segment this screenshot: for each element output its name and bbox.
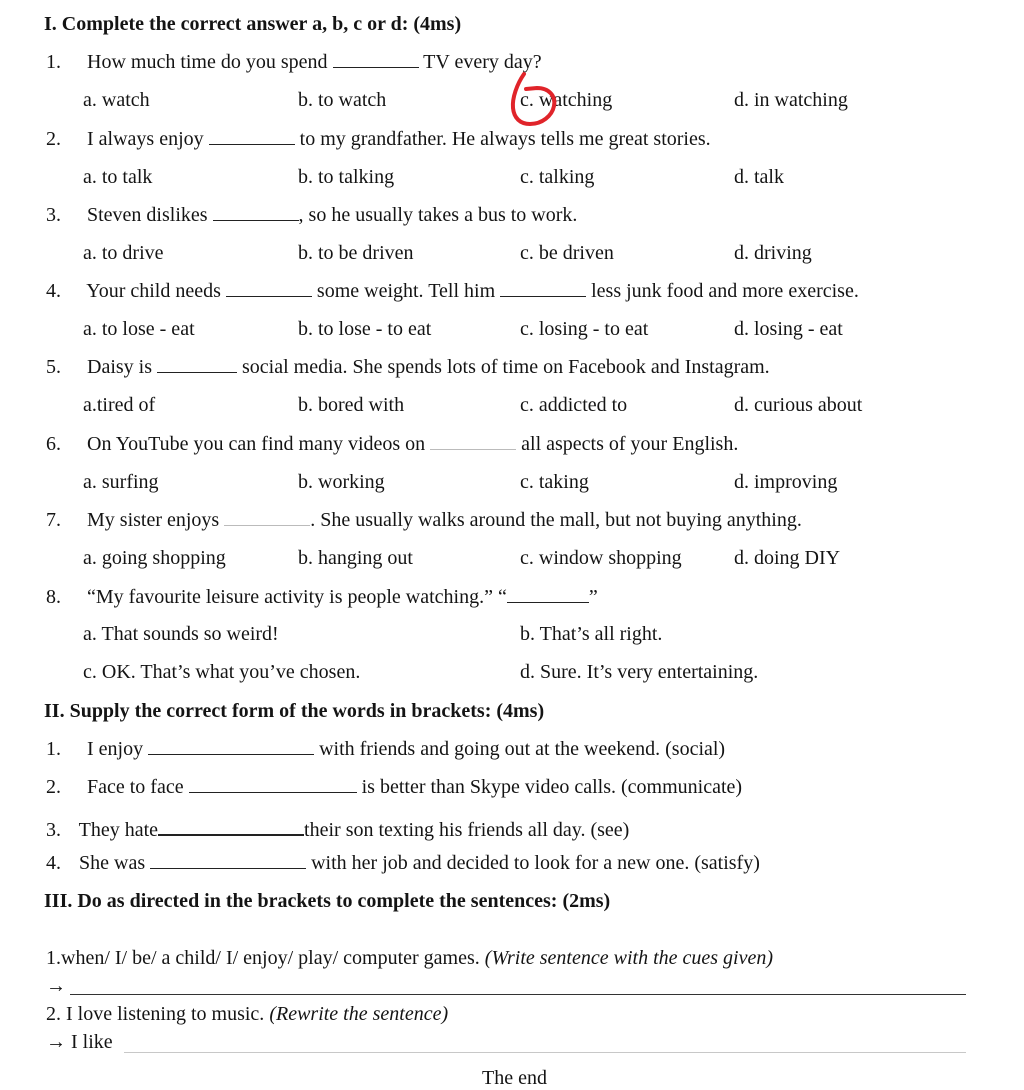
- option-d[interactable]: d. curious about: [734, 394, 863, 416]
- answer-blank[interactable]: [158, 818, 304, 836]
- arrow-1: →: [46, 975, 66, 997]
- option-b[interactable]: b. hanging out: [298, 547, 413, 569]
- item-instruction: (Write sentence with the cues given): [484, 947, 774, 969]
- item-number: 2.: [46, 776, 61, 798]
- word-form-item-2: [46, 775, 742, 799]
- question-number: 4.: [46, 280, 61, 302]
- option-c[interactable]: c. OK. That’s what you’ve chosen.: [83, 661, 361, 683]
- item-text: They hate: [78, 819, 159, 841]
- word-form-item-1: [46, 737, 725, 761]
- option-d[interactable]: d. driving: [734, 242, 812, 264]
- question-text: less junk food and more exercise.: [591, 280, 859, 302]
- option-b[interactable]: b. to lose - to eat: [298, 318, 432, 340]
- option-a[interactable]: a.tired of: [83, 394, 156, 416]
- question-text: , so he usually takes a bus to work.: [298, 204, 578, 226]
- option-b[interactable]: b. to talking: [298, 166, 395, 188]
- option-a[interactable]: a. That sounds so weird!: [83, 623, 279, 645]
- word-form-item-3: [46, 818, 629, 842]
- question-text: to my grandfather. He always tells me great stories.: [299, 128, 711, 150]
- question-text: Daisy is: [87, 356, 152, 378]
- question-number: 2.: [46, 128, 61, 150]
- option-d[interactable]: d. doing DIY: [734, 547, 841, 569]
- question-text: My sister enjoys: [87, 509, 220, 531]
- item-2-start: → I like: [46, 1031, 113, 1053]
- directed-item-2: [46, 1002, 448, 1026]
- question-text: I always enjoy: [87, 128, 204, 150]
- option-c[interactable]: c. window shopping: [520, 547, 682, 569]
- answer-blank-1[interactable]: [226, 280, 312, 297]
- question-text: all aspects of your English.: [521, 433, 739, 455]
- option-d[interactable]: d. improving: [734, 471, 838, 493]
- answer-blank[interactable]: [430, 433, 516, 450]
- question-number: 1.: [46, 51, 61, 73]
- question-2: [46, 127, 711, 151]
- question-8: [46, 585, 598, 609]
- item-text: Face to face: [87, 776, 184, 798]
- answer-line-1[interactable]: [70, 994, 966, 995]
- answer-blank[interactable]: [333, 51, 419, 68]
- question-text: Your child needs: [86, 280, 221, 302]
- option-a[interactable]: a. to talk: [83, 166, 153, 188]
- question-7: [46, 508, 802, 532]
- question-number: 5.: [46, 356, 61, 378]
- footer-the-end: The end: [482, 1067, 547, 1089]
- item-number: 1.: [46, 738, 61, 760]
- question-3: [46, 203, 577, 227]
- option-c[interactable]: c. talking: [520, 166, 595, 188]
- option-a[interactable]: a. surfing: [83, 471, 159, 493]
- option-a[interactable]: a. going shopping: [83, 547, 226, 569]
- option-b[interactable]: b. bored with: [298, 394, 405, 416]
- item-number: 3.: [46, 819, 61, 841]
- question-number: 6.: [46, 433, 61, 455]
- question-1: [46, 50, 542, 74]
- option-a[interactable]: a. watch: [83, 89, 150, 111]
- item-text: She was: [79, 852, 146, 874]
- item-text: is better than Skype video calls. (communicate): [361, 776, 743, 798]
- answer-blank[interactable]: [148, 738, 314, 755]
- answer-blank[interactable]: [507, 586, 589, 603]
- item-text: I enjoy: [87, 738, 144, 760]
- answer-blank-2[interactable]: [500, 280, 586, 297]
- item-text: with friends and going out at the weekend. (social): [319, 738, 726, 760]
- question-text: . She usually walks around the mall, but not buying anything.: [310, 509, 802, 531]
- option-b[interactable]: b. to be driven: [298, 242, 414, 264]
- option-a[interactable]: a. to lose - eat: [83, 318, 195, 340]
- section-1-heading: I. Complete the correct answer a, b, c or d: (4ms): [44, 13, 462, 35]
- directed-item-1: [46, 946, 773, 970]
- question-text: TV every day?: [423, 51, 542, 73]
- question-text: On YouTube you can find many videos on: [87, 433, 426, 455]
- question-4: [46, 279, 859, 303]
- section-3-heading: III. Do as directed in the brackets to complete the sentences: (2ms): [44, 890, 611, 912]
- question-6: [46, 432, 738, 456]
- option-c[interactable]: c. taking: [520, 471, 589, 493]
- item-text: with her job and decided to look for a new one. (satisfy): [311, 852, 760, 874]
- answer-blank[interactable]: [213, 204, 299, 221]
- answer-blank[interactable]: [224, 509, 310, 526]
- option-b[interactable]: b. working: [298, 471, 385, 493]
- question-text: Steven dislikes: [87, 204, 208, 226]
- answer-blank[interactable]: [150, 852, 306, 869]
- option-c[interactable]: c. watching: [520, 89, 613, 111]
- question-text: “My favourite leisure activity is people watching.” “: [87, 586, 507, 608]
- section-2-heading: II. Supply the correct form of the words in brackets: (4ms): [44, 700, 545, 722]
- option-a[interactable]: a. to drive: [83, 242, 164, 264]
- answer-blank[interactable]: [189, 776, 357, 793]
- option-b[interactable]: b. to watch: [298, 89, 387, 111]
- word-form-item-4: [46, 851, 760, 875]
- item-instruction: (Rewrite the sentence): [269, 1003, 449, 1025]
- option-d[interactable]: d. in watching: [734, 89, 848, 111]
- option-c[interactable]: c. be driven: [520, 242, 614, 264]
- option-c[interactable]: c. addicted to: [520, 394, 628, 416]
- option-d[interactable]: d. losing - eat: [734, 318, 843, 340]
- question-number: 7.: [46, 509, 61, 531]
- item-text: 2. I love listening to music.: [46, 1003, 265, 1025]
- answer-blank[interactable]: [157, 356, 237, 373]
- item-number: 4.: [46, 852, 61, 874]
- item-text: their son texting his friends all day. (see): [304, 819, 630, 841]
- question-text: How much time do you spend: [87, 51, 328, 73]
- option-d[interactable]: d. Sure. It’s very entertaining.: [520, 661, 759, 683]
- question-text: some weight. Tell him: [316, 280, 496, 302]
- question-5: [46, 355, 770, 379]
- option-d[interactable]: d. talk: [734, 166, 784, 188]
- option-c[interactable]: c. losing - to eat: [520, 318, 649, 340]
- item-text: 1.when/ I/ be/ a child/ I/ enjoy/ play/ computer games.: [46, 947, 480, 969]
- question-text: ”: [588, 586, 598, 608]
- question-text: social media. She spends lots of time on Facebook and Instagram.: [242, 356, 770, 378]
- option-b[interactable]: b. That’s all right.: [520, 623, 663, 645]
- answer-blank[interactable]: [209, 128, 295, 145]
- question-number: 8.: [46, 586, 61, 608]
- question-number: 3.: [46, 204, 61, 226]
- answer-line-2[interactable]: [124, 1052, 966, 1053]
